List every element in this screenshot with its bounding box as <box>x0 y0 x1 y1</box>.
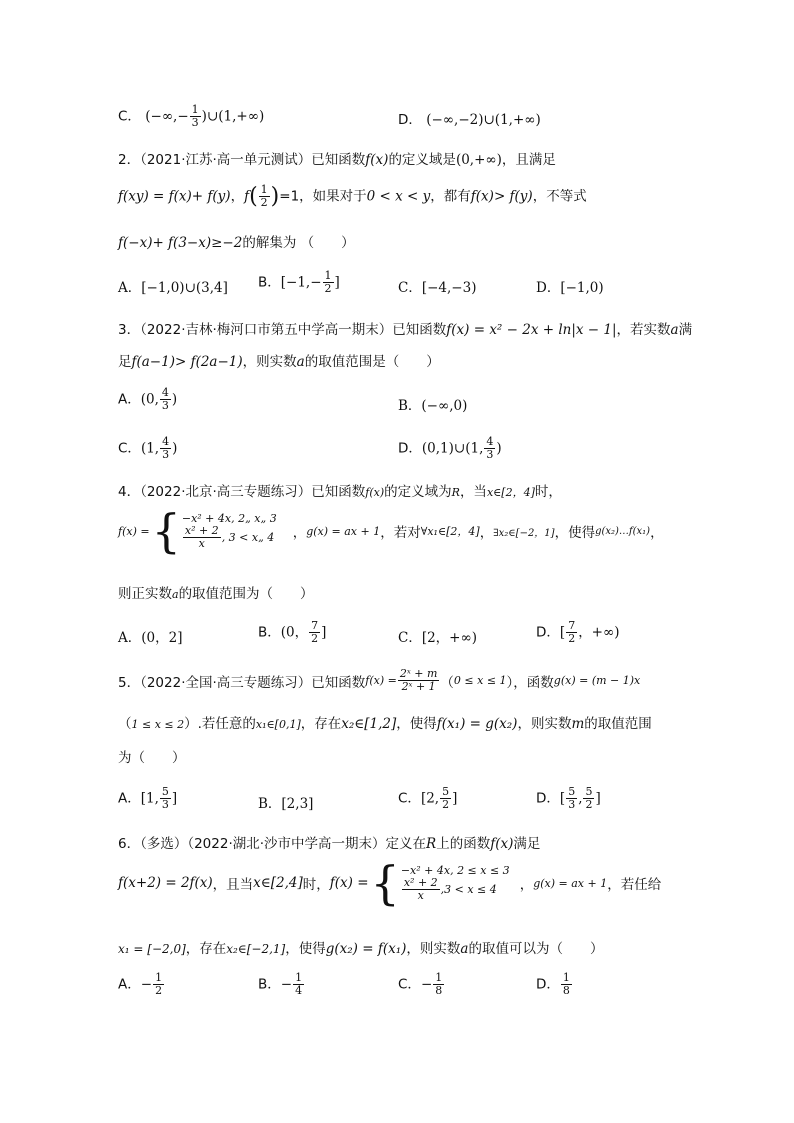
case-row <box>401 877 510 902</box>
option-math: − <box>280 976 293 993</box>
stem-text: 时， <box>302 877 330 893</box>
math-inline: R <box>451 486 460 499</box>
stem-text: 则正实数 <box>118 586 172 602</box>
q4-option-a <box>118 626 182 646</box>
stem-text: 的定义域为 <box>384 484 452 500</box>
fraction-numerator: 2ˣ + m <box>399 667 438 680</box>
stem-text: ， <box>230 188 245 205</box>
q5-option-c <box>398 786 457 811</box>
math-inline: (0,+∞) <box>455 152 502 168</box>
option-label: D． <box>398 112 422 128</box>
option-label: C． <box>398 976 421 993</box>
q5-option-d <box>536 786 601 811</box>
fraction <box>484 436 495 461</box>
stem-text: ，则实数 <box>242 354 297 370</box>
fraction-numerator: 1 <box>260 183 268 196</box>
fraction-denominator: 2 <box>442 798 450 811</box>
q3-stem-line1 <box>118 318 692 338</box>
left-brace: { <box>370 856 400 910</box>
math-inline: f(x) = <box>118 524 150 538</box>
q5-stem-line1 <box>118 668 640 693</box>
math-inline: a <box>460 941 469 957</box>
option-math: − <box>140 976 153 993</box>
math-inline: a <box>670 322 679 338</box>
option-math: [ <box>559 624 566 641</box>
fraction <box>323 270 334 295</box>
stem-text: 3．（2022·吉林·梅河口市第五中学高一期末）已知函数 <box>118 322 447 338</box>
option-label: C． <box>118 108 141 125</box>
option-math: (0, <box>140 391 159 408</box>
fraction-denominator: x <box>198 537 205 550</box>
math-inline: x₂∈[1,2] <box>341 716 397 732</box>
math-inline: x∈[2，4] <box>486 486 535 499</box>
fraction <box>183 525 221 550</box>
stem-text: ，使得 <box>396 716 437 732</box>
fraction-denominator: 2 <box>260 196 268 209</box>
case-row <box>182 525 277 550</box>
fraction-denominator: 3 <box>162 448 170 461</box>
stem-text: （ <box>118 716 132 732</box>
math-inline: x∈[2,4] <box>253 875 303 891</box>
option-label: D． <box>536 790 560 807</box>
option-text: C．[−4,−3) <box>398 280 477 296</box>
option-math: ，+∞) <box>578 624 620 641</box>
fraction-numerator: 5 <box>161 785 169 798</box>
math-inline: x₁ = [−2,0] <box>118 942 186 956</box>
math-inline: f(x) <box>365 152 389 168</box>
fraction-denominator: x <box>417 889 424 902</box>
option-math: ) <box>496 440 502 457</box>
fraction-denominator: 3 <box>486 448 494 461</box>
stem-text: 为（ ） <box>118 750 186 766</box>
fraction <box>566 620 577 645</box>
stem-text: =1，如果对于 <box>279 188 367 205</box>
option-label: D． <box>536 624 560 641</box>
fraction-numerator: 5 <box>585 785 593 798</box>
case-row: −x² + 4x, 2„ x„ 3 <box>181 512 277 525</box>
math-inline: f(x) = <box>365 674 397 687</box>
stem-text: 的取值可以为（ ） <box>468 941 604 957</box>
q6-option-b <box>258 972 305 997</box>
stem-text: 上的函数 <box>436 836 491 852</box>
math-inline: f(x₁) = g(x₂) <box>436 716 518 732</box>
q6-option-d <box>536 972 573 997</box>
math-inline: ∀x₁∈[2，4] <box>420 525 480 538</box>
fraction-denominator: 3 <box>161 399 169 412</box>
fraction-numerator: 1 <box>435 971 443 984</box>
q2-option-a <box>118 276 228 296</box>
option-text: C．[2，+∞) <box>398 630 478 646</box>
fraction-denominator: 2 <box>568 632 576 645</box>
q4-stem-line3 <box>118 582 314 602</box>
option-math: )∪(1,+∞) <box>201 108 265 125</box>
prev-option-c <box>118 104 264 129</box>
stem-text: （ <box>440 674 454 691</box>
stem-text: ， <box>292 525 307 541</box>
math-inline: f(x) <box>490 836 514 852</box>
fraction-denominator: 2 <box>324 282 332 295</box>
q4-stem-line1 <box>118 480 562 500</box>
stem-text: ， <box>519 877 534 893</box>
stem-text: ， <box>650 525 664 541</box>
case-tail: , 3 < x„ 4 <box>221 531 275 544</box>
q3-option-a <box>118 387 177 412</box>
fraction <box>402 877 440 902</box>
option-math: ) <box>172 440 178 457</box>
option-label: D． <box>398 440 422 457</box>
option-text: B．(−∞,0) <box>398 398 468 414</box>
math-inline: a <box>172 588 179 601</box>
stem-text: ，若对 <box>380 525 421 541</box>
prev-option-d <box>398 108 541 128</box>
math-inline: f(a−1)> f(2a−1) <box>131 354 243 370</box>
fraction-denominator: 8 <box>435 984 443 997</box>
fraction-numerator: x² + 2 <box>184 524 219 537</box>
math-inline: f <box>244 188 250 205</box>
math-inline: f(x)> f(y) <box>470 188 533 205</box>
stem-text: ，不等式 <box>532 188 587 205</box>
stem-text: ，使得 <box>554 525 596 541</box>
option-math: ] <box>171 790 178 807</box>
fraction-denominator: 2 <box>585 798 593 811</box>
stem-text: ，且当 <box>212 877 254 893</box>
math-inline: R <box>426 836 437 852</box>
fraction-numerator: 7 <box>568 619 576 632</box>
fraction <box>259 184 270 209</box>
option-label: C． <box>398 790 421 807</box>
stem-text: ）.若任意的 <box>184 716 256 732</box>
q6-stem-line3 <box>118 937 603 957</box>
fraction <box>160 436 171 461</box>
option-math: [−1,− <box>280 274 322 291</box>
fraction-denominator: 3 <box>191 116 199 129</box>
fraction <box>433 972 444 997</box>
q4-option-d <box>536 620 620 645</box>
math-inline: a <box>296 354 305 370</box>
fraction-denominator: 8 <box>562 984 570 997</box>
fraction-denominator: 2ˣ + 1 <box>401 680 436 693</box>
piecewise-cases <box>401 864 510 902</box>
stem-text: ，都有 <box>430 188 471 205</box>
math-inline: ∃x₂∈[−2，1] <box>493 527 555 539</box>
stem-text: ，则实数 <box>517 716 572 732</box>
option-math: (1, <box>140 440 160 457</box>
fraction <box>293 972 304 997</box>
stem-text: 满足 <box>513 836 541 852</box>
stem-text: ，存在 <box>300 716 342 732</box>
option-text: D．[−1,0) <box>536 280 604 296</box>
case-row: −x² + 4x, 2 ≤ x ≤ 3 <box>400 864 510 877</box>
option-math: , <box>578 790 583 807</box>
stem-text: ，则实数 <box>406 941 461 957</box>
option-math: ] <box>595 790 601 807</box>
stem-text: 的取值范围为（ ） <box>178 586 314 602</box>
option-text: A．[−1,0)∪(3,4] <box>118 280 228 296</box>
math-inline: f(xy) = f(x)+ f(y) <box>118 188 231 205</box>
option-label: B． <box>258 976 281 993</box>
fraction-numerator: 4 <box>162 435 170 448</box>
math-inline: f(x) = x² − 2x + ln|x − 1| <box>446 322 617 338</box>
q5-option-b <box>258 792 313 812</box>
fraction <box>398 668 440 693</box>
q2-option-b <box>258 270 340 295</box>
fraction-numerator: 1 <box>324 269 332 282</box>
fraction <box>160 387 171 412</box>
option-label: A． <box>118 790 141 807</box>
stem-text: ，若实数 <box>616 322 671 338</box>
left-brace: { <box>151 504 181 558</box>
fraction-numerator: 1 <box>295 971 303 984</box>
option-label: A． <box>118 976 141 993</box>
math-inline: m <box>571 716 585 732</box>
option-math: (−∞,−2)∪(1,+∞) <box>426 112 541 128</box>
stem-text: 时， <box>534 484 562 500</box>
math-inline: g(x₂)…f(x₁) <box>595 525 651 537</box>
option-math: − <box>420 976 433 993</box>
fraction <box>160 786 171 811</box>
q5-stem-line2 <box>118 712 652 732</box>
case-tail: ,3 < x ≤ 4 <box>440 883 497 896</box>
math-inline: 0 < x < y <box>366 188 431 205</box>
stem-text: 2．（2021·江苏·高一单元测试）已知函数 <box>118 152 366 168</box>
fraction-numerator: 4 <box>161 386 169 399</box>
stem-text: 6．（多选）（2022·湖北·沙市中学高一期末）定义在 <box>118 836 427 852</box>
fraction-numerator: x² + 2 <box>403 876 438 889</box>
stem-text: 的取值范围是（ ） <box>304 354 440 370</box>
q3-option-b <box>398 394 467 414</box>
stem-text: ），函数 <box>506 674 554 691</box>
stem-text: ， <box>479 525 494 541</box>
math-inline: g(x) = (m − 1)x <box>553 674 641 687</box>
stem-text: 的取值范围 <box>584 716 652 732</box>
option-math: [2, <box>420 790 440 807</box>
stem-text: ，使得 <box>285 941 326 957</box>
math-inline: 1 ≤ x ≤ 2 <box>131 718 185 731</box>
q2-stem-line3 <box>118 231 355 251</box>
option-label: D． <box>536 976 560 993</box>
stem-text: ，存在 <box>185 941 227 957</box>
stem-text: ，当 <box>459 484 487 500</box>
fraction-numerator: 5 <box>568 785 576 798</box>
q3-option-d <box>398 436 502 461</box>
q4-option-c <box>398 626 477 646</box>
q6-option-a <box>118 972 165 997</box>
fraction-numerator: 1 <box>562 971 570 984</box>
q2-stem-line2: f(xy) = f(x)+ f(y)，f( $\frac{1}{2}$ )=1，如果对于0 < x < y，都有f(x)> f(y)，不等式 <box>118 183 587 209</box>
option-label: A． <box>118 391 141 408</box>
stem-text: ，若任给 <box>607 877 662 893</box>
option-math: ] <box>321 624 327 641</box>
option-label: B． <box>258 624 281 641</box>
option-math: ] <box>334 274 340 291</box>
math-inline: g(x₂) = f(x₁) <box>325 941 407 957</box>
option-text: A．(0，2] <box>118 630 183 646</box>
fraction <box>309 620 320 645</box>
fraction-denominator: 2 <box>155 984 163 997</box>
fraction-denominator: 3 <box>161 798 169 811</box>
option-math: [1, <box>140 790 159 807</box>
option-math: (0,1)∪(1, <box>421 440 484 457</box>
stem-text: 满 <box>678 322 693 338</box>
option-label: B． <box>258 274 281 291</box>
stem-text: 5．（2022·全国·高三专题练习）已知函数 <box>118 674 366 691</box>
option-math: ) <box>171 391 178 408</box>
option-math: (0， <box>280 624 309 641</box>
fraction-denominator: 2 <box>311 632 319 645</box>
option-math: ] <box>452 790 458 807</box>
fraction <box>440 786 451 811</box>
math-inline: f(−x)+ f(3−x)≥−2 <box>118 235 243 251</box>
fraction-denominator: 3 <box>568 798 576 811</box>
stem-text: 的解集为 （ ） <box>242 235 355 251</box>
fraction-denominator: 4 <box>295 984 303 997</box>
fraction <box>190 104 201 129</box>
fraction <box>153 972 164 997</box>
fraction-numerator: 7 <box>311 619 319 632</box>
fraction <box>583 786 594 811</box>
math-inline: x₂∈[−2,1] <box>226 942 286 956</box>
stem-text: ，且满足 <box>501 152 556 168</box>
fraction <box>566 786 577 811</box>
math-inline: f(x+2) = 2f(x) <box>118 875 213 891</box>
q6-stem-line1 <box>118 832 540 852</box>
q6-piecewise-line <box>118 856 662 910</box>
q2-option-d <box>536 276 604 296</box>
option-math: [ <box>559 790 566 807</box>
math-inline: x₁∈[0,1] <box>255 718 301 731</box>
q6-option-c <box>398 972 445 997</box>
stem-text: 足 <box>118 354 132 370</box>
q2-stem-line1 <box>118 148 556 168</box>
option-text: B．[2,3] <box>258 796 314 812</box>
fraction-numerator: 4 <box>486 435 494 448</box>
fraction <box>561 972 572 997</box>
math-inline: f(x) <box>365 486 385 499</box>
q3-option-c <box>118 436 177 461</box>
q2-option-c <box>398 276 476 296</box>
piecewise-cases <box>182 512 277 550</box>
q3-stem-line2 <box>118 350 440 370</box>
math-inline: g(x) = ax + 1 <box>533 876 608 890</box>
math-inline: f(x) = <box>329 875 369 891</box>
fraction-numerator: 1 <box>191 103 199 116</box>
fraction-numerator: 1 <box>155 971 163 984</box>
fraction-numerator: 5 <box>442 785 450 798</box>
stem-text: 4．（2022·北京·高三专题练习）已知函数 <box>118 484 366 500</box>
q4-option-b <box>258 620 326 645</box>
q5-stem-line3 <box>118 746 186 766</box>
math-inline: g(x) = ax + 1 <box>306 524 381 538</box>
stem-text: 的定义域是 <box>388 152 456 168</box>
option-label: C． <box>118 440 141 457</box>
math-inline: 0 ≤ x ≤ 1 <box>453 674 507 687</box>
option-math: (−∞,− <box>145 108 189 125</box>
q5-option-a <box>118 786 177 811</box>
q4-piecewise-line <box>118 504 664 558</box>
